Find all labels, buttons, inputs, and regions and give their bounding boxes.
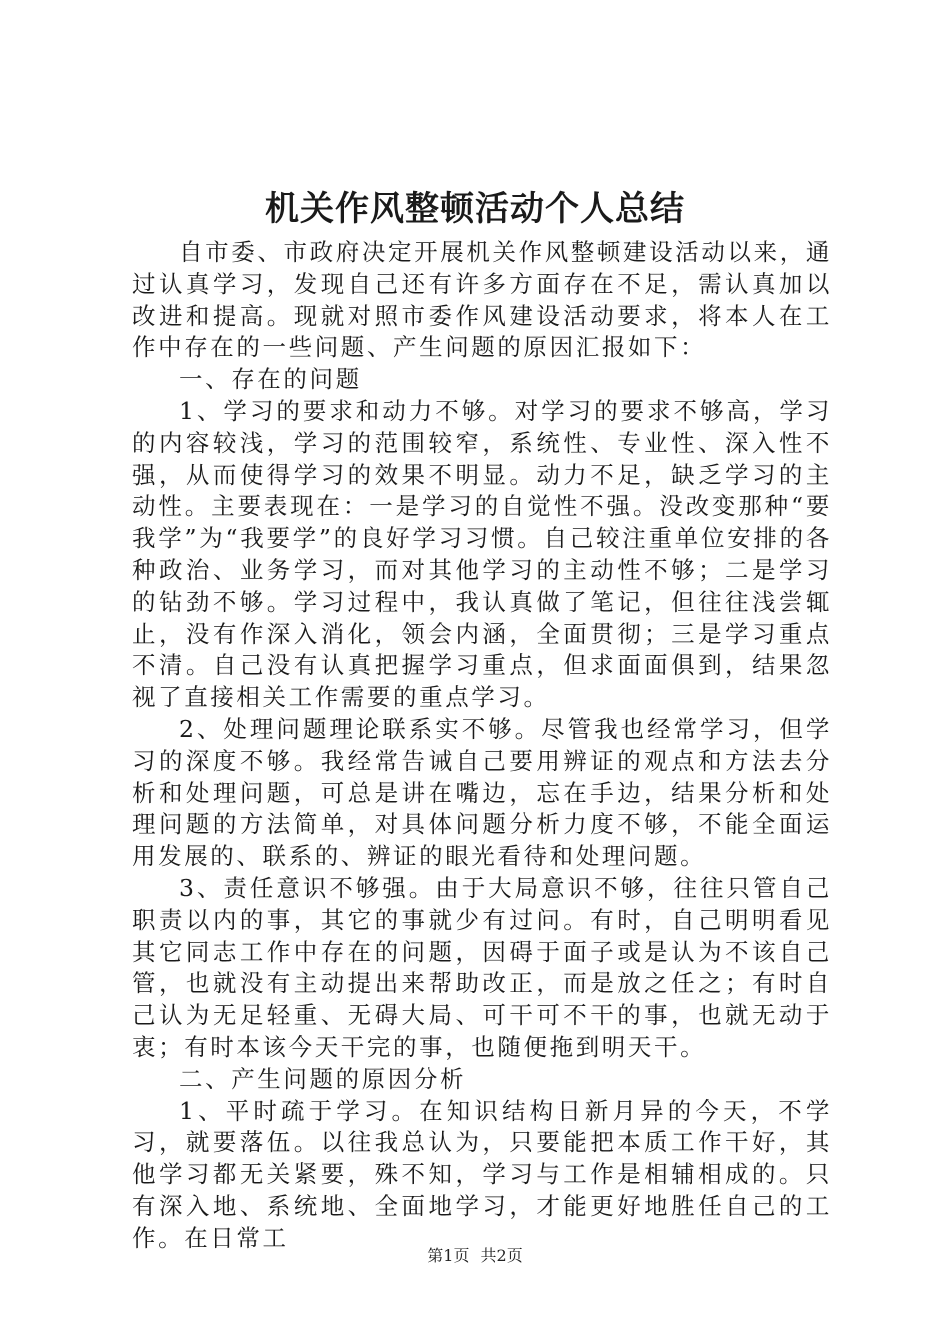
paragraph-cause-1: 1、平时疏于学习。在知识结构日新月异的今天，不学习，就要落伍。以往我总认为，只要能把本质工作干好，其他学习都无关紧要，殊不知，学习与工作是相辅相成的。只有深入地、系统地、全面地学习，才能更好地胜任自己的工作。在日常工 (132, 1096, 832, 1252)
page-footer (0, 1246, 950, 1266)
page-total: 共2页 (480, 1246, 523, 1265)
page-number: 第1页 (427, 1246, 470, 1265)
section-heading-problems: 一、存在的问题 (179, 365, 362, 394)
paragraph-intro: 自市委、市政府决定开展机关作风整顿建设活动以来，通过认真学习，发现自己还有许多方面存在不足，需认真加以改进和提高。现就对照市委作风建设活动要求，将本人在工作中存在的一些问题、产生问题的原因汇报如下： (132, 238, 832, 362)
paragraph-problem-3: 3、责任意识不够强。由于大局意识不够，往往只管自己职责以内的事，其它的事就少有过问。有时，自己明明看见其它同志工作中存在的问题，因碍于面子或是认为不该自己管，也就没有主动提出来帮助改正，而是放之任之；有时自己认为无足轻重、无碍大局、可干可不干的事，也就无动于衷；有时本该今天干完的事，也随便拖到明天干。 (132, 873, 832, 1061)
paragraph-problem-2: 2、处理问题理论联系实不够。尽管我也经常学习，但学习的深度不够。我经常告诫自己要用辨证的观点和方法去分析和处理问题，可总是讲在嘴边，忘在手边，结果分析和处理问题的方法简单，对具体问题分析力度不够，不能全面运用发展的、联系的、辨证的眼光看待和处理问题。 (132, 714, 832, 871)
document-body (132, 237, 832, 1255)
document-title: 机关作风整顿活动个人总结 (265, 189, 685, 229)
section-heading-causes: 二、产生问题的原因分析 (179, 1064, 467, 1093)
paragraph-problem-1: 1、学习的要求和动力不够。对学习的要求不够高，学习的内容较浅，学习的范围较窄，系统性、专业性、深入性不强，从而使得学习的效果不明显。动力不足，缺乏学习的主动性。主要表现在：一是学习的自觉性不强。没改变那种“要我学”为“我要学”的良好学习习惯。自己较注重单位安排的各种政治、业务学习，而对其他学习的主动性不够；二是学习的钻劲不够。学习过程中，我认真做了笔记，但往往浅尝辄止，没有作深入消化，领会内涵，全面贯彻；三是学习重点不清。自己没有认真把握学习重点，但求面面俱到，结果忽视了直接相关工作需要的重点学习。 (132, 396, 832, 712)
